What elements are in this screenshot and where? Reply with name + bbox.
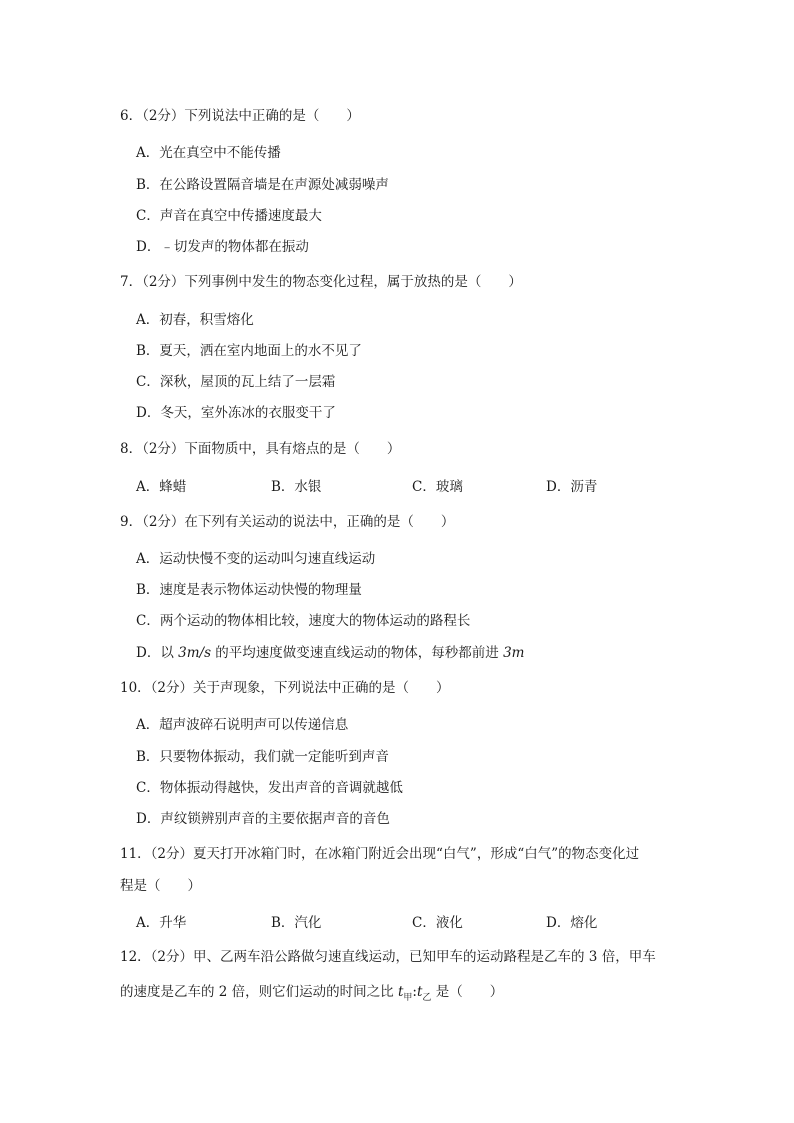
question-6-option-a: A．光在真空中不能传播 [136,145,281,161]
question-12-stem-suffix: 是（ ） [431,984,504,1000]
question-8-option-d: D．沥青 [546,479,598,495]
question-9-stem: 9．（2分）在下列有关运动的说法中，正确的是（ ） [120,514,455,530]
question-10-stem: 10．（2分）关于声现象，下列说法中正确的是（ ） [120,680,450,696]
question-7-stem: 7．（2分）下列事例中发生的物态变化过程，属于放热的是（ ） [120,274,522,290]
question-11-option-d: D．熔化 [546,915,598,931]
question-6-option-b: B．在公路设置隔音墙是在声源处减弱噪声 [136,177,389,193]
question-10-option-d: D．声纹锁辨别声音的主要依据声音的音色 [136,811,390,827]
question-9-option-d-distance: 3m [503,645,525,661]
question-8-option-a: A．蜂蜡 [136,479,187,495]
question-8-option-b: B．水银 [271,479,322,495]
question-10-option-b: B．只要物体振动，我们就一定能听到声音 [136,749,389,765]
question-10-option-c: C．物体振动得越快，发出声音的音调就越低 [136,780,403,796]
question-9-option-d-speed: 3m/s [178,645,211,661]
question-6-stem: 6．（2分）下列说法中正确的是（ ） [120,108,360,124]
question-11-option-a: A．升华 [136,915,187,931]
question-12-colon: : [412,984,417,1000]
question-6-option-c: C．声音在真空中传播速度最大 [136,208,322,224]
question-9-option-c: C．两个运动的物体相比较，速度大的物体运动的路程长 [136,613,471,629]
question-11-stem-line-2: 程是（ ） [120,878,201,894]
question-8-option-c: C．玻璃 [412,479,463,495]
question-9-option-a: A．运动快慢不变的运动叫匀速直线运动 [136,551,376,567]
question-11-option-c: C．液化 [412,915,463,931]
question-10-option-a: A．超声波碎石说明声可以传递信息 [136,717,349,733]
question-7-option-c: C．深秋，屋顶的瓦上结了一层霜 [136,374,336,390]
question-12-stem-prefix: 的速度是乙车的 2 倍，则它们运动的时间之比 [120,984,398,1000]
question-9-option-d [136,643,524,663]
question-12-subscript-b: 乙 [422,993,432,1003]
question-12-stem-line-2 [120,982,503,1002]
question-12-subscript-a: 甲 [403,993,413,1003]
question-11-option-b: B．汽化 [271,915,322,931]
question-12-time-var-a: t [397,984,404,1000]
question-7-option-d: D．冬天，室外冻冰的衣服变干了 [136,405,336,421]
question-9-option-d-prefix: D．以 [136,645,179,661]
question-8-stem: 8．（2分）下面物质中，具有熔点的是（ ） [120,441,401,457]
question-12-stem-line-1: 12．（2分）甲、乙两车沿公路做匀速直线运动，已知甲车的运动路程是乙车的 3 倍，甲车 [120,949,656,965]
question-7-option-b: B．夏天，洒在室内地面上的水不见了 [136,343,362,359]
question-9-option-b: B．速度是表示物体运动快慢的物理量 [136,582,362,598]
question-12-time-var-b: t [416,984,423,1000]
question-11-stem-line-1: 11．（2分）夏天打开冰箱门时，在冰箱门附近会出现“白气”，形成“白气”的物态变化过 [120,846,640,862]
question-7-option-a: A．初春，积雪熔化 [136,312,254,328]
question-6-option-d: D．﹣切发声的物体都在振动 [136,239,309,255]
question-9-option-d-middle: 的平均速度做变速直线运动的物体，每秒都前进 [211,645,504,661]
